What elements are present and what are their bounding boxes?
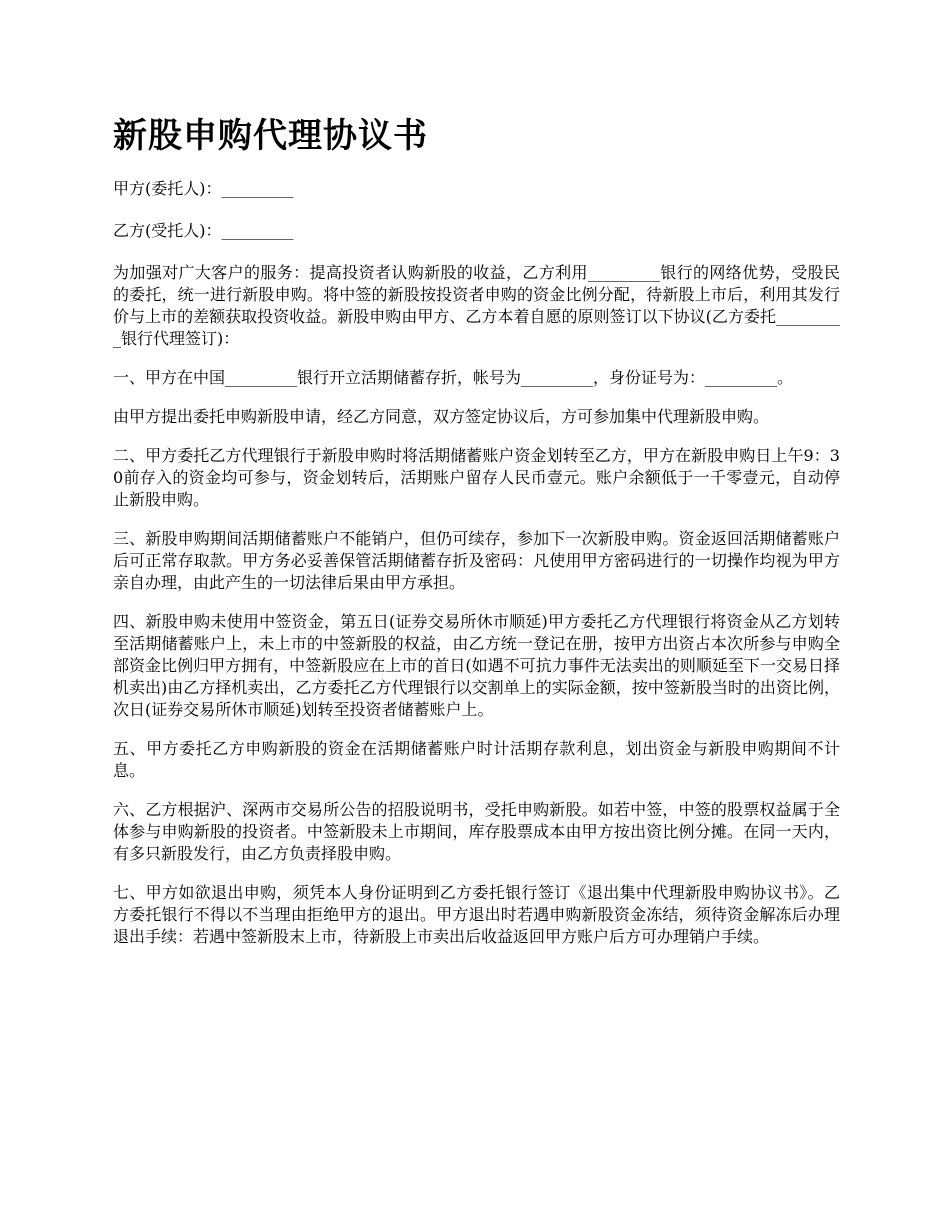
intro-paragraph: 为加强对广大客户的服务：提高投资者认购新股的收益，乙方利用_________银行的网络优势，受股民的委托，统一进行新股申购。将中签的新股按投资者申购的资金比例分配，待新股上市后，利用其发行价与上市的差额获取投资收益。新股申购由甲方、乙方本着自愿的原则签订以下协议(乙方委托_________银行代理签订)： [113, 263, 840, 348]
clause-6-paragraph: 六、乙方根据沪、深两市交易所公告的招股说明书，受托申购新股。如若中签，中签的股票权益属于全体参与申购新股的投资者。中签新股未上市期间，库存股票成本由甲方按出资比例分摊。在同一天内，有多只新股发行，由乙方负责择股申购。 [113, 800, 840, 863]
party-b-line: 乙方(受托人)：_________ [113, 221, 294, 240]
clause-1-paragraph: 一、甲方在中国_________银行开立活期储蓄存折，帐号为_________，身份证号为：_________。 [113, 368, 794, 387]
clause-5-paragraph: 五、甲方委托乙方申购新股的资金在活期储蓄账户时计活期存款利息，划出资金与新股申购期间不计息。 [113, 739, 840, 780]
clause-4-paragraph: 四、新股申购未使用中签资金，第五日(证券交易所休市顺延)甲方委托乙方代理银行将资金从乙方划转至活期储蓄账户上，未上市的中签新股的权益，由乙方统一登记在册，按甲方出资占本次所参与申购全部资金比例归甲方拥有，中签新股应在上市的首日(如遇不可抗力事件无法卖出的则顺延至下一交易日择机卖出)由乙方择机卖出，乙方委托乙方代理银行以交割单上的实际金额，按中签新股当时的出资比例，次日(证券交易所休市顺延)划转至投资者储蓄账户上。 [113, 612, 840, 719]
document-title: 新股申购代理协议书 [113, 116, 428, 156]
party-a-line: 甲方(委托人)：_________ [113, 179, 294, 198]
clause-3-paragraph: 三、新股申购期间活期储蓄账户不能销户，但仍可续存，参加下一次新股申购。资金返回活期储蓄账户后可正常存取款。甲方务必妥善保管活期储蓄存折及密码：凡使用甲方密码进行的一切操作均视为甲方亲自办理，由此产生的一切法律后果由甲方承担。 [113, 529, 840, 592]
clause-1-continuation-paragraph: 由甲方提出委托申购新股申请，经乙方同意，双方签定协议后，方可参加集中代理新股申购。 [113, 407, 770, 426]
document-page [113, 112, 840, 965]
clause-7-paragraph: 七、甲方如欲退出申购，须凭本人身份证明到乙方委托银行签订《退出集中代理新股申购协议书》。乙方委托银行不得以不当理由拒绝甲方的退出。甲方退出时若遇申购新股资金冻结，须待资金解冻后办理退出手续：若遇中签新股末上市，待新股上市卖出后收益返回甲方账户后方可办理销户手续。 [113, 883, 840, 946]
clause-2-paragraph: 二、甲方委托乙方代理银行于新股申购时将活期储蓄账户资金划转至乙方，甲方在新股申购日上午9：30前存入的资金均可参与，资金划转后，活期账户留存人民币壹元。账户余额低于一千零壹元，自动停止新股申购。 [113, 446, 840, 509]
